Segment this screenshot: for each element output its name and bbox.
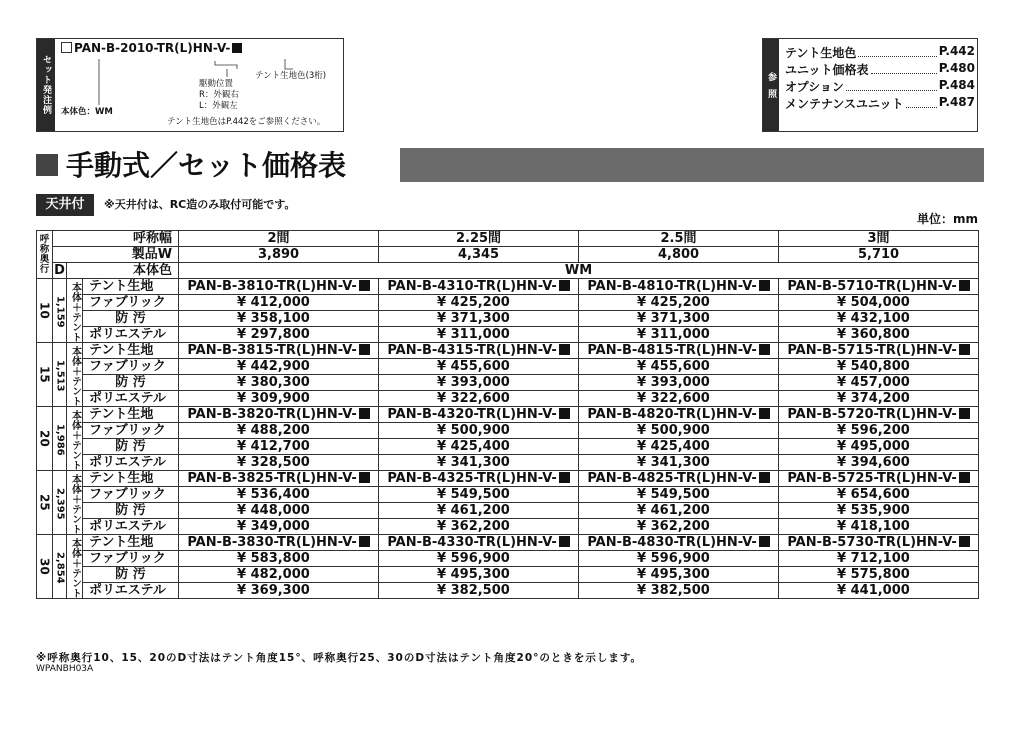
group-side-label: 本体＋テント [67,279,83,343]
group-side-label: 本体＋テント [67,535,83,599]
color-placeholder-icon [959,536,970,547]
width-name: 3間 [779,231,979,247]
price-cell: ¥ 328,500 [179,455,379,471]
stain-label: 防 汚 [83,439,179,455]
price-cell: ¥ 393,000 [579,375,779,391]
tent-label: テント生地 [83,343,179,359]
model-code: PAN-B-4310-TR(L)HN-V- [387,278,557,294]
price-cell: ¥ 504,000 [779,295,979,311]
model-code-cell [379,471,579,487]
set-order-example [36,38,344,132]
reference-item: オプション P.484 [785,78,975,94]
price-cell: ¥ 412,700 [179,439,379,455]
price-cell: ¥ 596,900 [379,551,579,567]
tent-label: テント生地 [83,279,179,295]
color-placeholder-icon [359,472,370,483]
d-value: 1,159 [53,279,67,343]
price-cell: ¥ 432,100 [779,311,979,327]
model-code: PAN-B-5730-TR(L)HN-V- [787,534,957,550]
price-cell: ¥ 495,000 [779,439,979,455]
model-code: PAN-B-3825-TR(L)HN-V- [187,470,357,486]
price-cell: ¥ 654,600 [779,487,979,503]
price-cell: ¥ 495,300 [379,567,579,583]
body-color: WM [179,263,979,279]
set-example-side-label: セット発注例 [37,39,55,131]
model-code: PAN-B-5710-TR(L)HN-V- [787,278,957,294]
d-value: 2,854 [53,535,67,599]
price-cell: ¥ 371,300 [379,311,579,327]
color-placeholder-icon [959,344,970,355]
price-cell: ¥ 362,200 [579,519,779,535]
color-placeholder-icon [559,472,570,483]
color-placeholder-icon [759,536,770,547]
price-cell: ¥ 712,100 [779,551,979,567]
model-code: PAN-B-5725-TR(L)HN-V- [787,470,957,486]
color-placeholder-icon [559,536,570,547]
poly-label: ポリエステル [83,583,179,599]
reference-item: テント生地色 P.442 [785,44,975,60]
product-w: 5,710 [779,247,979,263]
model-code-cell [379,343,579,359]
price-cell: ¥ 441,000 [779,583,979,599]
model-code-cell [179,407,379,423]
depth-value: 20 [37,407,53,471]
price-cell: ¥ 341,300 [379,455,579,471]
price-cell: ¥ 425,400 [379,439,579,455]
body-color-example: 本体色：WM [61,107,113,117]
model-code-cell [779,407,979,423]
fabric-label: ファブリック [83,423,179,439]
price-cell: ¥ 455,600 [579,359,779,375]
color-placeholder-icon [959,280,970,291]
tent-label: テント生地 [83,471,179,487]
model-code: PAN-B-4325-TR(L)HN-V- [387,470,557,486]
price-cell: ¥ 297,800 [179,327,379,343]
price-cell: ¥ 382,500 [579,583,779,599]
price-cell: ¥ 549,500 [579,487,779,503]
depth-value: 25 [37,471,53,535]
row-header-product-w: 製品W [53,247,179,263]
row-header-body-color: 本体色 [67,263,179,279]
set-example-code: PAN-B-2010-TR(L)HN-V- [61,41,242,55]
reference-box [762,38,978,132]
price-cell: ¥ 455,600 [379,359,579,375]
section-header [36,148,984,184]
model-code-cell [779,343,979,359]
color-placeholder-icon [759,280,770,291]
price-cell: ¥ 412,000 [179,295,379,311]
price-cell: ¥ 309,900 [179,391,379,407]
price-cell: ¥ 360,800 [779,327,979,343]
price-cell: ¥ 369,300 [179,583,379,599]
reference-item: メンテナンスユニット P.487 [785,95,975,111]
poly-label: ポリエステル [83,327,179,343]
fabric-label: ファブリック [83,487,179,503]
d-value: 2,395 [53,471,67,535]
price-cell: ¥ 535,900 [779,503,979,519]
row-header-width: 呼称幅 [53,231,179,247]
price-cell: ¥ 461,200 [379,503,579,519]
stain-label: 防 汚 [83,567,179,583]
depth-value: 30 [37,535,53,599]
model-code: PAN-B-5715-TR(L)HN-V- [787,342,957,358]
price-cell: ¥ 341,300 [579,455,779,471]
price-cell: ¥ 500,900 [579,423,779,439]
unit-label: 単位：mm [916,212,978,226]
page-title: 手動式／セット価格表 [66,149,347,182]
tent-color-ref-note: テント生地色はP.442をご参照ください。 [167,117,326,127]
price-cell: ¥ 495,300 [579,567,779,583]
model-code-cell [579,535,779,551]
model-code: PAN-B-4815-TR(L)HN-V- [587,342,757,358]
price-cell: ¥ 461,200 [579,503,779,519]
color-placeholder-icon [232,43,242,53]
d-value: 1,986 [53,407,67,471]
price-cell: ¥ 418,100 [779,519,979,535]
price-cell: ¥ 311,000 [579,327,779,343]
price-cell: ¥ 448,000 [179,503,379,519]
reference-item: ユニット価格表 P.480 [785,61,975,77]
stain-label: 防 汚 [83,503,179,519]
price-cell: ¥ 311,000 [379,327,579,343]
model-code: PAN-B-4810-TR(L)HN-V- [587,278,757,294]
header-bar [400,148,984,182]
price-cell: ¥ 583,800 [179,551,379,567]
model-code: PAN-B-3810-TR(L)HN-V- [187,278,357,294]
poly-label: ポリエステル [83,455,179,471]
model-code: PAN-B-4820-TR(L)HN-V- [587,406,757,422]
depth-value: 15 [37,343,53,407]
reference-side-label: 参照 [763,39,779,131]
color-placeholder-icon [359,280,370,291]
price-cell: ¥ 575,800 [779,567,979,583]
color-placeholder-icon [359,344,370,355]
depth-value: 10 [37,279,53,343]
tent-color-note: テント生地色(3桁) [255,71,327,81]
width-name: 2.5間 [579,231,779,247]
price-cell: ¥ 358,100 [179,311,379,327]
color-placeholder-icon [959,408,970,419]
model-code: PAN-B-4315-TR(L)HN-V- [387,342,557,358]
group-side-label: 本体＋テント [67,407,83,471]
poly-label: ポリエステル [83,391,179,407]
price-cell: ¥ 394,600 [779,455,979,471]
price-cell: ¥ 500,900 [379,423,579,439]
fabric-label: ファブリック [83,359,179,375]
model-code-cell [779,279,979,295]
price-cell: ¥ 540,800 [779,359,979,375]
price-cell: ¥ 425,200 [579,295,779,311]
model-code-cell [379,407,579,423]
color-placeholder-icon [559,280,570,291]
model-code-cell [579,471,779,487]
tent-label: テント生地 [83,407,179,423]
width-name: 2.25間 [379,231,579,247]
model-code-cell [579,279,779,295]
price-cell: ¥ 482,000 [179,567,379,583]
model-code-cell [379,279,579,295]
drive-l: L：外観左 [199,101,238,111]
model-code: PAN-B-4320-TR(L)HN-V- [387,406,557,422]
fabric-label: ファブリック [83,295,179,311]
d-value: 1,513 [53,343,67,407]
price-cell: ¥ 488,200 [179,423,379,439]
color-placeholder-icon [359,536,370,547]
footnote: ※呼称奥行10、15、20のD寸法はテント角度15°、呼称奥行25、30のD寸法はテント角度20°のときを示します。 [36,652,643,664]
product-w: 4,345 [379,247,579,263]
price-cell: ¥ 374,200 [779,391,979,407]
color-placeholder-icon [759,408,770,419]
model-code-cell [179,343,379,359]
stain-label: 防 汚 [83,375,179,391]
checkbox-icon [61,42,72,53]
color-placeholder-icon [759,472,770,483]
model-code-cell [779,535,979,551]
price-cell: ¥ 536,400 [179,487,379,503]
color-placeholder-icon [959,472,970,483]
model-code-cell [179,535,379,551]
price-cell: ¥ 596,200 [779,423,979,439]
model-code-cell [779,471,979,487]
group-side-label: 本体＋テント [67,471,83,535]
model-code-cell [579,407,779,423]
price-cell: ¥ 362,200 [379,519,579,535]
price-cell: ¥ 442,900 [179,359,379,375]
mount-type-note: ※天井付は、RC造のみ取付可能です。 [104,198,296,211]
square-bullet-icon [36,154,58,176]
color-placeholder-icon [559,408,570,419]
price-cell: ¥ 549,500 [379,487,579,503]
fabric-label: ファブリック [83,551,179,567]
model-code: PAN-B-4330-TR(L)HN-V- [387,534,557,550]
price-cell: ¥ 425,200 [379,295,579,311]
tent-label: テント生地 [83,535,179,551]
model-code-cell [579,343,779,359]
price-cell: ¥ 371,300 [579,311,779,327]
price-cell: ¥ 425,400 [579,439,779,455]
price-cell: ¥ 322,600 [379,391,579,407]
model-code: PAN-B-4825-TR(L)HN-V- [587,470,757,486]
price-cell: ¥ 457,000 [779,375,979,391]
price-cell: ¥ 382,500 [379,583,579,599]
model-code: PAN-B-4830-TR(L)HN-V- [587,534,757,550]
color-placeholder-icon [559,344,570,355]
price-cell: ¥ 380,300 [179,375,379,391]
price-table [36,230,979,599]
price-cell: ¥ 322,600 [579,391,779,407]
width-name: 2間 [179,231,379,247]
model-code: PAN-B-5720-TR(L)HN-V- [787,406,957,422]
mount-type-tag: 天井付 [36,194,94,216]
color-placeholder-icon [759,344,770,355]
model-code: PAN-B-3815-TR(L)HN-V- [187,342,357,358]
document-code: WPANBH03A [36,664,94,674]
corner-label: 呼称奥行 [37,231,53,279]
model-code: PAN-B-3820-TR(L)HN-V- [187,406,357,422]
model-code-cell [179,279,379,295]
color-placeholder-icon [359,408,370,419]
model-code: PAN-B-3830-TR(L)HN-V- [187,534,357,550]
stain-label: 防 汚 [83,311,179,327]
drive-r: R：外観右 [199,90,239,100]
price-cell: ¥ 349,000 [179,519,379,535]
product-w: 4,800 [579,247,779,263]
product-w: 3,890 [179,247,379,263]
price-cell: ¥ 393,000 [379,375,579,391]
group-side-label: 本体＋テント [67,343,83,407]
model-code-cell [379,535,579,551]
price-cell: ¥ 596,900 [579,551,779,567]
d-label: D [54,262,65,278]
model-code-cell [179,471,379,487]
drive-label: 駆動位置 [199,79,234,89]
poly-label: ポリエステル [83,519,179,535]
